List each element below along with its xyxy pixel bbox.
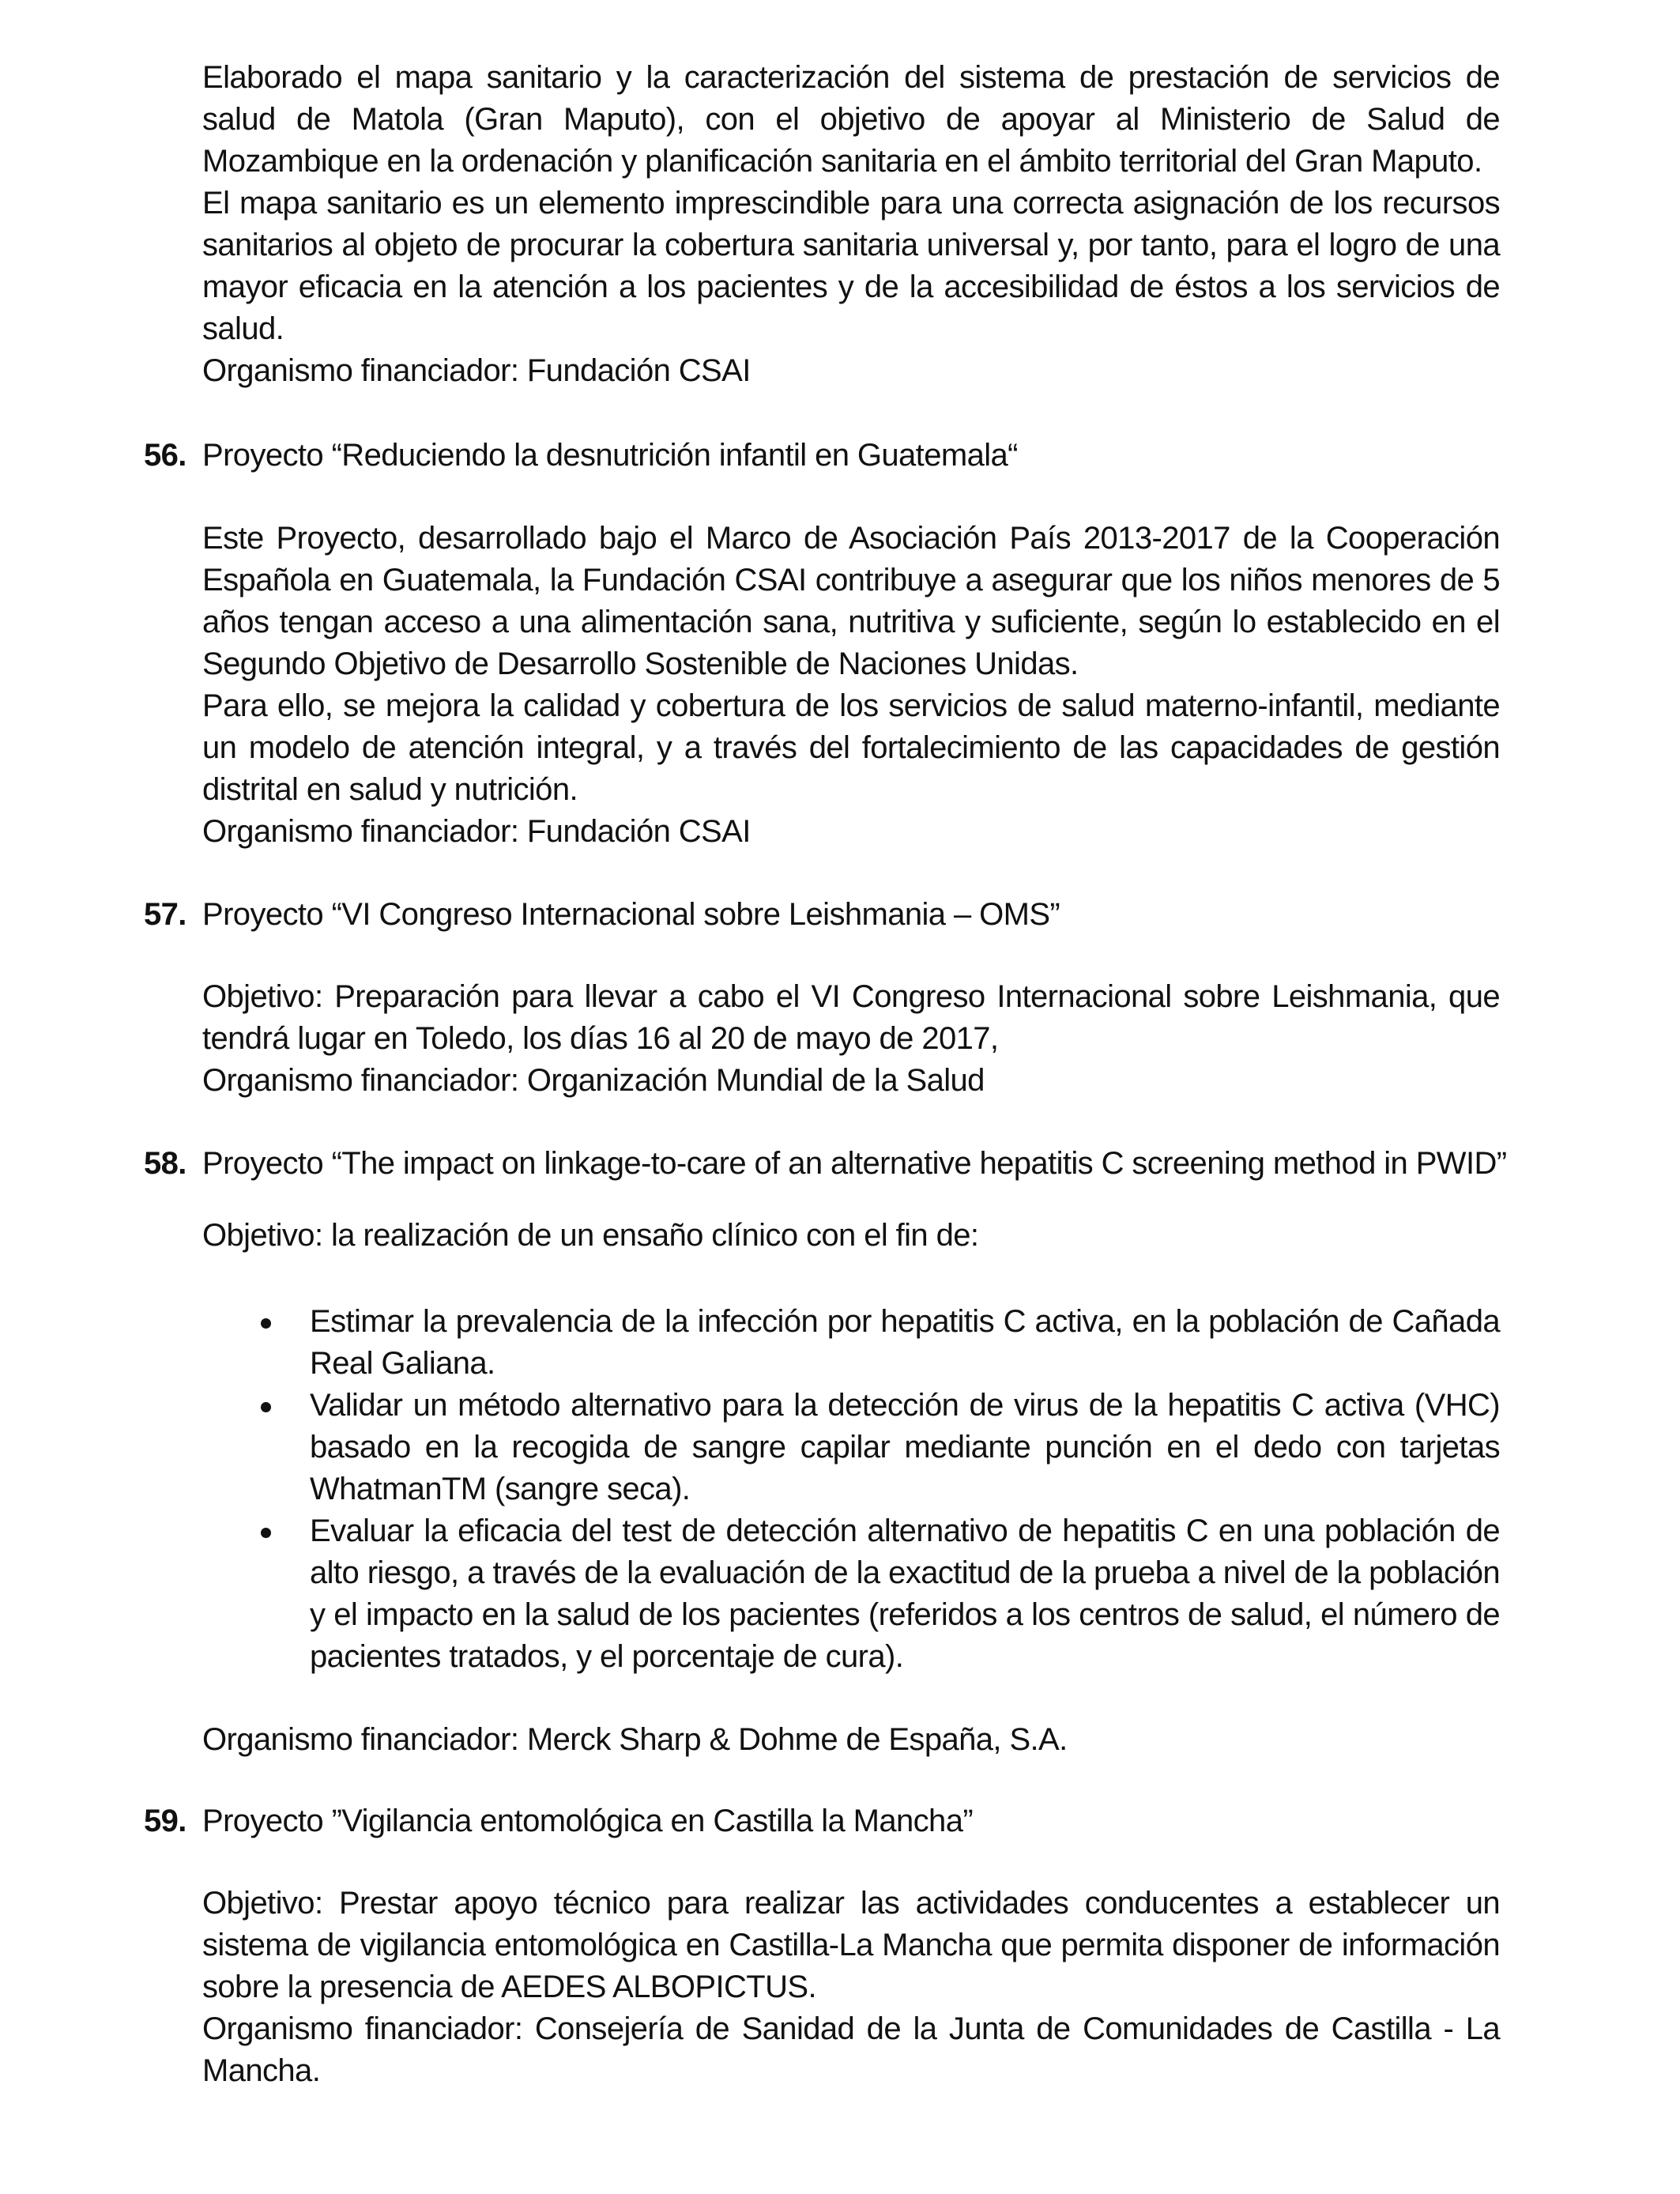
project-56-heading — [144, 435, 1503, 477]
project-58-heading — [144, 1143, 1507, 1185]
project-57-heading — [144, 894, 1503, 936]
project-number: 56. — [144, 438, 186, 473]
project-paragraph-2: Para ello, se mejora la calidad y cobertura de los servicios de salud materno-infantil, mediante un modelo de atención integral, y a través del fortalecimiento de las capacidades de gestión distrital en salud y nutrición. — [202, 688, 1500, 807]
project-paragraph-1: Objetivo: Prestar apoyo técnico para realizar las actividades conducentes a establecer un sistema de vigilancia entomológica en Castilla-La Mancha que permita disponer de información sobre la presencia de AEDES ALBOPICTUS. — [202, 1886, 1500, 2004]
project-paragraph-1: Objetivo: Preparación para llevar a cabo el VI Congreso Internacional sobre Leishmania, que tendrá lugar en Toledo, los días 16 al 20 de mayo de 2017, — [202, 979, 1500, 1056]
bullet-icon — [261, 1318, 271, 1329]
intro-paragraph-1: Elaborado el mapa sanitario y la caracterización del sistema de prestación de servicios de salud de Matola (Gran Maputo), con el objetivo de apoyar al Ministerio de Salud de Mozambique en la ordenación y planificación sanitaria en el ámbito territorial del Gran Maputo. — [202, 60, 1500, 179]
project-59-heading — [144, 1800, 1503, 1842]
bullet-icon — [261, 1402, 271, 1412]
project-title: Proyecto “Reduciendo la desnutrición infantil en Guatemala“ — [202, 438, 1018, 473]
bullet-item — [202, 1301, 1500, 1385]
intro-paragraph-2: El mapa sanitario es un elemento imprescindible para una correcta asignación de los recursos sanitarios al objeto de procurar la cobertura sanitaria universal y, por tanto, para el logro de una mayor eficacia en la atención a los pacientes y de la accesibilidad de éstos a los servicios de salud. — [202, 186, 1500, 346]
project-56-body — [202, 518, 1500, 853]
project-number: 58. — [144, 1146, 186, 1181]
project-58-objective — [202, 1215, 1500, 1257]
project-title: Proyecto “VI Congreso Internacional sobre Leishmania – OMS” — [202, 897, 1060, 932]
bullet-item — [202, 1510, 1500, 1678]
project-57-body — [202, 976, 1500, 1102]
project-funder: Organismo financiador: Fundación CSAI — [202, 814, 751, 849]
project-number: 59. — [144, 1804, 186, 1838]
project-58-bullet-list — [202, 1301, 1500, 1678]
project-59-body — [202, 1883, 1500, 2092]
bullet-text: Evaluar la eficacia del test de detección alternativo de hepatitis C en una población de alto riesgo, a través de la evaluación de la exactitud de la prueba a nivel de la población y el impacto en la salud de los pacientes (referidos a los centros de salud, el número de pacientes tratados, y el porcentaje de cura). — [310, 1514, 1500, 1674]
project-58-funder-block — [202, 1719, 1500, 1761]
bullet-item — [202, 1385, 1500, 1510]
bullet-text: Validar un método alternativo para la detección de virus de la hepatitis C activa (VHC) basado en la recogida de sangre capilar mediante punción en el dedo con tarjetas WhatmanTM (sangre seca). — [310, 1388, 1500, 1506]
intro-section — [202, 57, 1500, 392]
project-funder: Organismo financiador: Merck Sharp & Dohme de España, S.A. — [202, 1722, 1068, 1757]
project-number: 57. — [144, 897, 186, 932]
intro-funder: Organismo financiador: Fundación CSAI — [202, 353, 751, 388]
bullet-text: Estimar la prevalencia de la infección por hepatitis C activa, en la población de Cañada Real Galiana. — [310, 1304, 1500, 1381]
project-title: Proyecto ”Vigilancia entomológica en Castilla la Mancha” — [202, 1804, 974, 1838]
project-funder: Organismo financiador: Organización Mundial de la Salud — [202, 1063, 985, 1098]
project-paragraph-1: Este Proyecto, desarrollado bajo el Marco de Asociación País 2013-2017 de la Cooperación Española en Guatemala, la Fundación CSAI contribuye a asegurar que los niños menores de 5 años tengan acceso a una alimentación sana, nutritiva y suficiente, según lo establecido en el Segundo Objetivo de Desarrollo Sostenible de Naciones Unidas. — [202, 521, 1500, 681]
project-title: Proyecto “The impact on linkage-to-care of an alternative hepatitis C screening method in PWID” — [202, 1146, 1507, 1181]
project-paragraph-1: Objetivo: la realización de un ensaño clínico con el fin de: — [202, 1218, 979, 1253]
project-funder: Organismo financiador: Consejería de Sanidad de la Junta de Comunidades de Castilla - La Mancha. — [202, 2011, 1500, 2088]
bullet-icon — [261, 1528, 271, 1538]
